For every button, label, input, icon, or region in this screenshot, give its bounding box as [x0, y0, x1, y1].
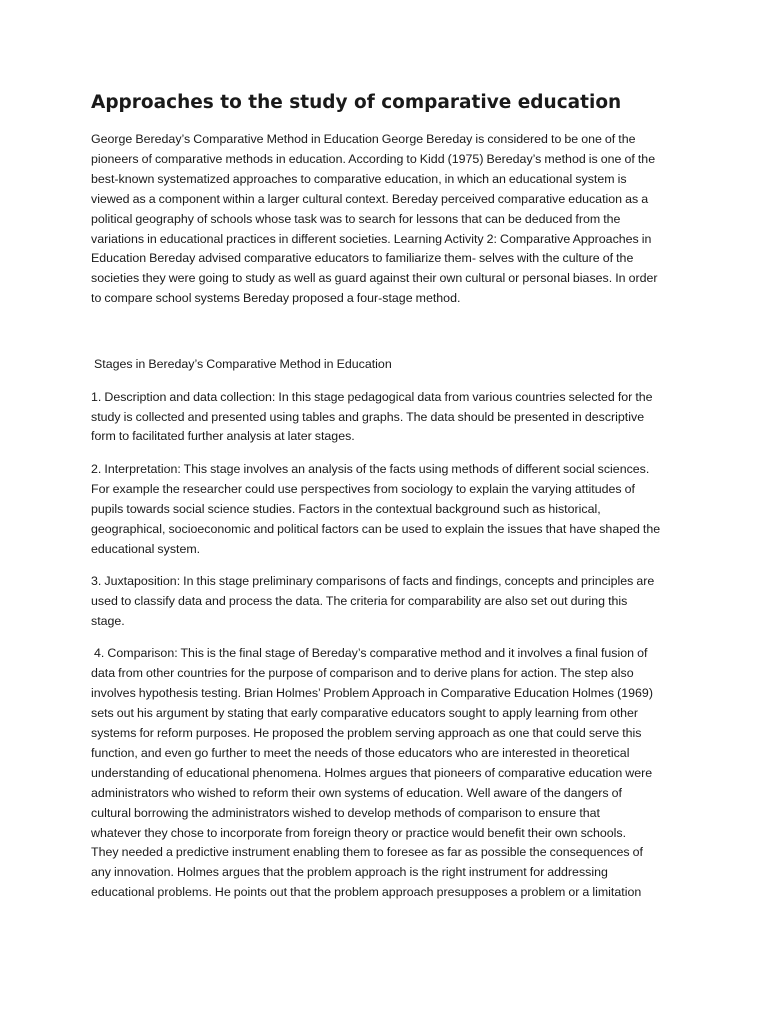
- intro-line: viewed as a component within a larger cultural context. Bereday perceived comparative education as a: [91, 191, 649, 206]
- stage-4-line: sets out his argument by stating that early comparative educators sought to apply learning from other: [91, 706, 639, 721]
- stage-1-paragraph: [91, 388, 681, 448]
- stage-4-line: cultural borrowing the administrators wished to develop methods of comparison to ensure that: [91, 805, 600, 820]
- document-title: Approaches to the study of comparative education: [91, 92, 622, 113]
- stage-2-paragraph: [91, 460, 681, 560]
- stage-2-line: educational system.: [91, 541, 201, 556]
- intro-line: political geography of schools whose task was to search for lessons that can be deduced from the: [91, 211, 621, 226]
- stage-4-line: function, and even go further to meet the needs of those educators who are interested in theoretical: [91, 745, 630, 760]
- stage-4-line: 4. Comparison: This is the final stage of Bereday’s comparative method and it involves a final fusion of: [91, 646, 648, 661]
- stages-heading: [91, 355, 681, 375]
- stage-2-line: For example the researcher could use perspectives from sociology to explain the varying attitudes of: [91, 481, 635, 496]
- intro-line: variations in educational practices in different societies. Learning Activity 2: Comparative Approaches in: [91, 231, 652, 246]
- spacer: [91, 447, 681, 460]
- intro-line: societies they were going to study as well as guard against their own cultural or personal biases. In order: [91, 271, 658, 286]
- intro-paragraph: [91, 130, 681, 309]
- stage-4-line: data from other countries for the purpose of comparison and to derive plans for action. The step also: [91, 666, 634, 681]
- stage-4-line: any innovation. Holmes argues that the problem approach is the right instrument for addressing: [91, 865, 608, 880]
- stage-4-paragraph: [91, 644, 681, 903]
- spacer: [91, 309, 681, 355]
- stage-1-line: form to facilitated further analysis at later stages.: [91, 429, 355, 444]
- intro-line: to compare school systems Bereday proposed a four-stage method.: [91, 291, 461, 306]
- stage-4-line: systems for reform purposes. He proposed the problem serving approach as one that could serve this: [91, 726, 642, 741]
- stage-4-line: administrators who wished to reform their own systems of education. Well aware of the dangers of: [91, 785, 622, 800]
- stage-2-line: pupils towards social science studies. Factors in the contextual background such as historical,: [91, 501, 601, 516]
- stage-3-paragraph: [91, 572, 681, 632]
- stage-1-line: study is collected and presented using tables and graphs. The data should be presented in descriptive: [91, 409, 645, 424]
- intro-line: Education Bereday advised comparative educators to familiarize them- selves with the culture of the: [91, 251, 634, 266]
- stage-3-line: used to classify data and process the data. The criteria for comparability are also set out during this: [91, 594, 628, 608]
- stage-4-line: involves hypothesis testing. Brian Holmes’ Problem Approach in Comparative Education Holmes (1969): [91, 686, 653, 701]
- stages-heading-text: Stages in Bereday’s Comparative Method in Education: [91, 357, 392, 372]
- stage-1-line: 1. Description and data collection: In this stage pedagogical data from various countries selected for the: [91, 389, 653, 404]
- stage-3-line: stage.: [91, 613, 125, 628]
- document-page: [91, 90, 681, 903]
- spacer: [91, 560, 681, 573]
- intro-line: best-known systematized approaches to comparative education, in which an educational system is: [91, 171, 627, 186]
- stage-4-line: whatever they chose to incorporate from foreign theory or practice would benefit their own schools.: [91, 825, 627, 840]
- stage-3-line: 3. Juxtaposition: In this stage preliminary comparisons of facts and findings, concepts and principles are: [91, 574, 655, 589]
- stage-4-line: educational problems. He points out that the problem approach presupposes a problem or a limitation: [91, 885, 642, 900]
- stage-4-line: understanding of educational phenomena. Holmes argues that pioneers of comparative education were: [91, 765, 653, 780]
- stage-2-line: geographical, socioeconomic and political factors can be used to explain the issues that have shaped the: [91, 521, 661, 536]
- spacer: [91, 375, 681, 388]
- spacer: [91, 632, 681, 645]
- intro-line: George Bereday’s Comparative Method in Education George Bereday is considered to be one of the: [91, 132, 636, 146]
- stage-2-line: 2. Interpretation: This stage involves an analysis of the facts using methods of different social sciences.: [91, 461, 650, 476]
- stage-4-line: They needed a predictive instrument enabling them to foresee as far as possible the consequences of: [91, 845, 643, 860]
- intro-line: pioneers of comparative methods in education. According to Kidd (1975) Bereday’s method is one of the: [91, 151, 656, 166]
